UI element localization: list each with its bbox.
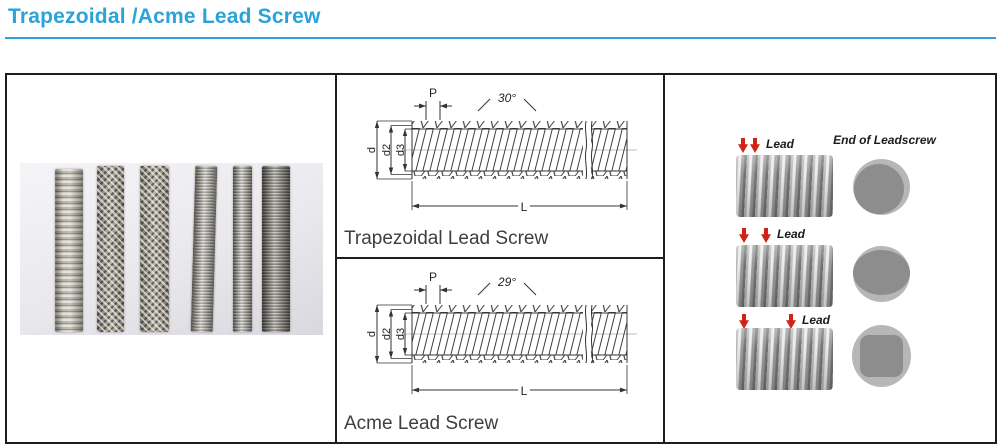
d-label: d (366, 146, 378, 154)
lead-arrow-icon (738, 138, 748, 153)
diagram-panel (335, 75, 665, 442)
d3-label: d3 (395, 143, 407, 157)
lead-example-row-double-start (665, 223, 995, 315)
leadscrew-image (736, 328, 833, 390)
end-core-oval (853, 250, 910, 295)
lead-screw-rod (140, 166, 169, 332)
d2-label: d2 (381, 327, 393, 340)
lead-label: Lead (777, 227, 806, 241)
lead-screw-rod (55, 169, 83, 332)
thread-angle-label: 30° (497, 91, 517, 105)
end-core-circle (854, 164, 904, 214)
trapezoidal-diagram (337, 80, 663, 225)
diagram-caption: Acme Lead Screw (344, 413, 499, 435)
acme-diagram (337, 264, 663, 409)
pitch-label: P (428, 86, 438, 100)
end-of-leadscrew-label: End of Leadscrew (833, 133, 936, 147)
lead-arrow-icon (750, 138, 760, 153)
pitch-label: P (428, 269, 438, 284)
length-label: L (520, 383, 528, 398)
page-title: Trapezoidal /Acme Lead Screw (8, 5, 321, 28)
photo-panel (7, 75, 335, 442)
acme-diagram-cell (337, 259, 663, 443)
leadscrew-image (736, 155, 833, 217)
length-label: L (520, 200, 528, 214)
lead-arrow-icon (761, 228, 771, 243)
lead-example-row-single-start (665, 133, 995, 225)
diagram-caption: Trapezoidal Lead Screw (344, 227, 549, 249)
content-box (5, 73, 997, 444)
title-underline (5, 37, 996, 39)
leadscrew-image (736, 245, 833, 307)
lead-example-row-quad-start (665, 307, 995, 399)
lead-screw-rod (97, 166, 124, 332)
d-label: d (366, 330, 378, 337)
lead-arrow-icon (739, 228, 749, 243)
lead-label: Lead (802, 313, 831, 327)
end-core-square (860, 335, 903, 377)
lead-panel (665, 75, 995, 442)
lead-arrow-icon (739, 314, 749, 329)
lead-screws-photo (20, 163, 323, 335)
lead-screw-rod (262, 166, 290, 332)
lead-label: Lead (766, 137, 795, 151)
leadscrew-end-view (852, 325, 911, 387)
lead-screw-rod (233, 166, 252, 332)
d2-label: d2 (381, 143, 393, 157)
trapezoidal-diagram-cell (337, 75, 663, 259)
d3-label: d3 (395, 327, 407, 340)
leadscrew-end-view (853, 159, 910, 215)
thread-angle-label: 29° (497, 274, 517, 289)
lead-arrow-icon (786, 314, 796, 329)
lead-screw-rod (191, 166, 218, 333)
leadscrew-end-view (853, 246, 910, 302)
